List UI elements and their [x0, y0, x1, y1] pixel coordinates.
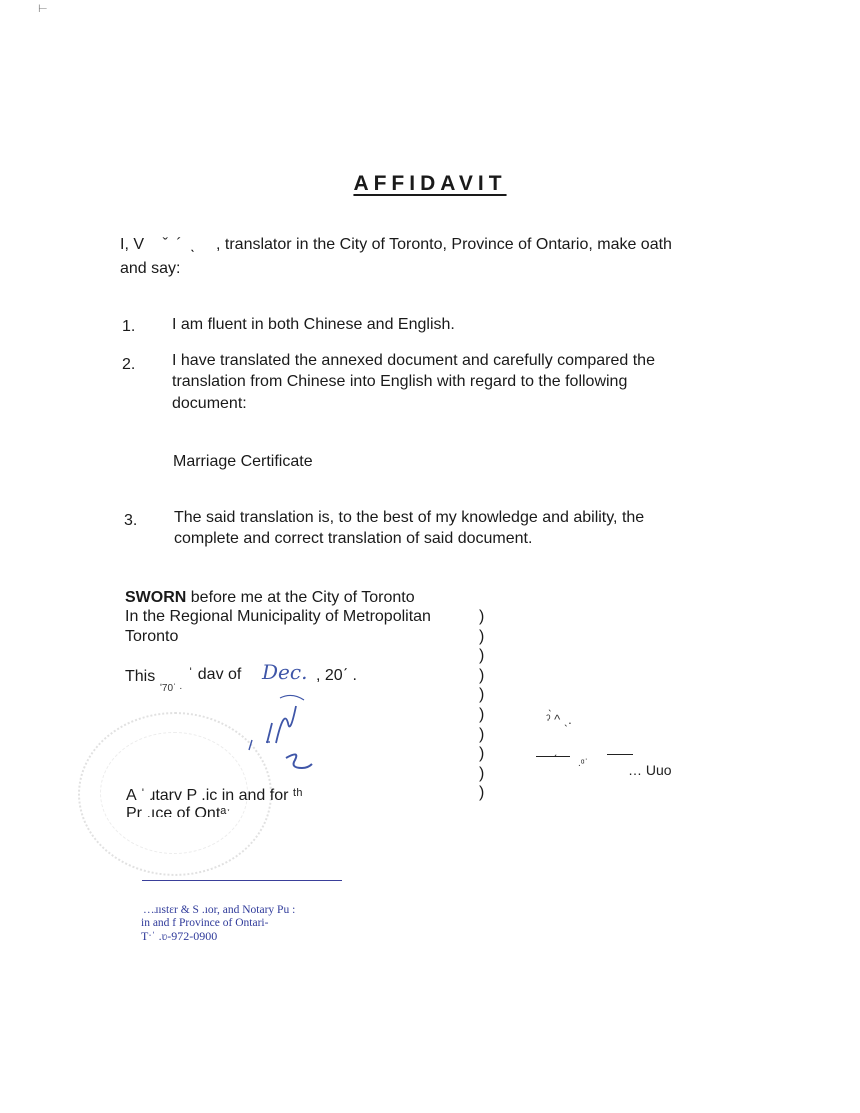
intro-line-1 [120, 234, 672, 256]
page-title [0, 172, 860, 196]
document-name: Marriage Certificate [173, 453, 313, 470]
paren: ) [479, 627, 485, 645]
year-fragment: , 20ˊ . [316, 667, 357, 684]
item-3-line-1: The said translation is, to the best of my knowledge and ability, the [174, 509, 645, 526]
item-2-number: 2. [122, 356, 136, 373]
deponent-fragment-mid: ˀ ^ ˎ. [546, 712, 572, 727]
stamp-line-2: in and f Province of Ontari- [141, 917, 269, 929]
this-label: This [125, 668, 156, 685]
item-1-line-1: I am fluent in both Chinese and English. [172, 316, 455, 333]
sworn-line-1 [125, 588, 415, 608]
item-2-line-1: I have translated the annexed document and carefully compared the [172, 352, 655, 369]
notary-line-1: A ˈ ɹtarv P .ic in and for ᵗʰ [126, 787, 303, 804]
corner-mark: ⊢ [38, 3, 48, 15]
paren: ) [479, 745, 485, 763]
item-3-line-2: complete and correct translation of said document. [174, 530, 533, 547]
commissioner-signature [240, 688, 350, 783]
handwritten-month: Dec. [262, 660, 308, 684]
item-2-line-3: document: [172, 395, 247, 412]
deponent-signature-line-left [536, 756, 570, 757]
deponent-signature-line-right [607, 754, 633, 755]
paren: ) [479, 686, 485, 704]
paren: ) [479, 647, 485, 665]
sworn-line-1-rest: before me at the City of Toronto [186, 589, 415, 606]
parentheses-column [479, 607, 491, 803]
item-2-line-2: translation from Chinese into English with regard to the following [172, 373, 628, 390]
intro-obscured-name: ˇ ´ ˎ [162, 236, 198, 253]
sworn-line-2: In the Regional Municipality of Metropolitan [125, 608, 431, 625]
day-fragment-below: ʹ70ˈ · [160, 683, 183, 694]
intro-prefix: I, V [120, 236, 145, 253]
intro-line-2: and say: [120, 260, 181, 277]
paren: ) [479, 725, 485, 743]
paren: ) [479, 666, 485, 684]
item-1-number: 1. [122, 318, 136, 335]
stamp-phone: Tˑˈ .ʋ-972-0900 [141, 929, 218, 943]
day-fragment: ˈ dav of [188, 666, 242, 683]
notary-line-2: Pr .ıce of Ontᵃˑ [126, 805, 231, 817]
stamp-line-1: …ɹıstɛr & S .ıor, and Notary Pu : [143, 904, 296, 916]
sworn-bold: SWORN [125, 589, 187, 606]
sworn-line-3: Toronto [125, 628, 179, 645]
deponent-fragment-top: ˎ [548, 698, 552, 712]
paren: ) [479, 705, 485, 723]
intro-line-1-rest: , translator in the City of Toronto, Province of Ontario, make oath [216, 236, 672, 253]
paren: ) [479, 608, 485, 625]
deponent-fragment-tail: … Uuo [628, 762, 672, 778]
item-3-number: 3. [124, 512, 138, 529]
paren: ) [479, 764, 485, 782]
deponent-fragment-small: .ᵅˈ [578, 758, 588, 769]
paren: ) [479, 784, 485, 802]
deponent-fragment-tick: ˏ [553, 742, 558, 757]
title-text: AFFIDAVIT [353, 172, 507, 195]
stamp-rule [142, 880, 342, 881]
